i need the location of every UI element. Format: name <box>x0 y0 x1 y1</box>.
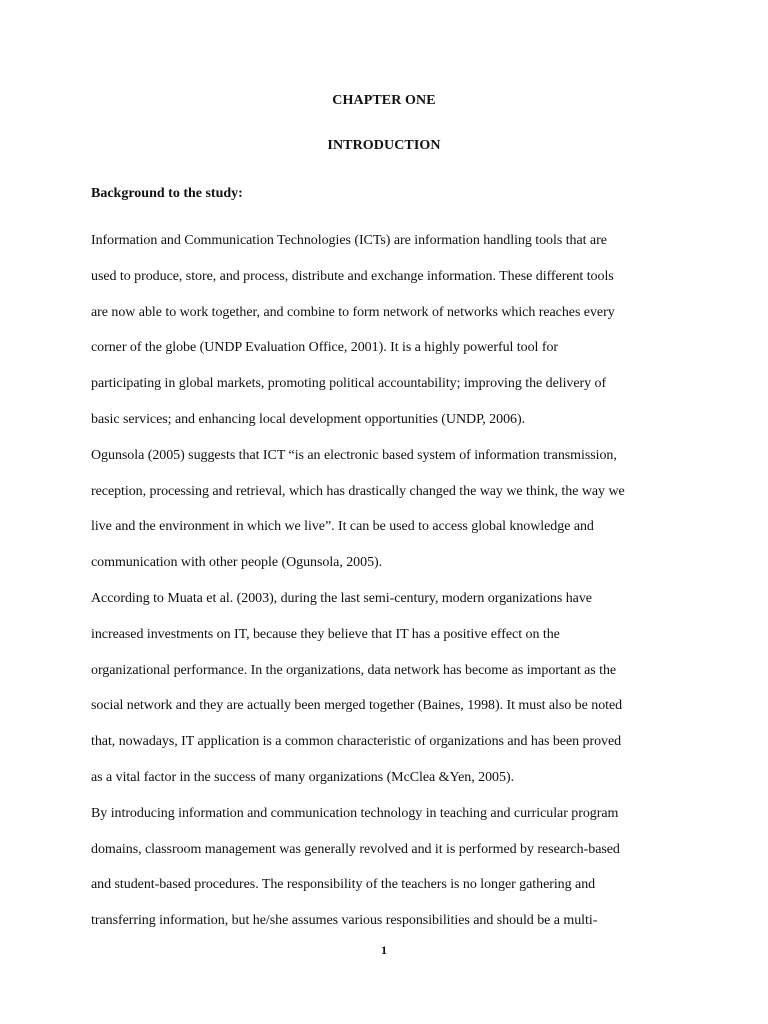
text-line: and student-based procedures. The responsibility of the teachers is no longer gathering and <box>91 877 596 893</box>
page-number: 1 <box>381 943 387 957</box>
body-text <box>91 223 671 939</box>
text-line: Ogunsola (2005) suggests that ICT “is an electronic based system of information transmission, <box>91 447 617 463</box>
text-line: communication with other people (Ogunsola, 2005). <box>91 555 383 571</box>
text-line: live and the environment in which we live”. It can be used to access global knowledge and <box>91 519 594 535</box>
chapter-title: CHAPTER ONE <box>332 93 436 108</box>
text-line: reception, processing and retrieval, which has drastically changed the way we think, the way we <box>91 483 625 499</box>
text-line: basic services; and enhancing local development opportunities (UNDP, 2006). <box>91 411 526 427</box>
section-title: INTRODUCTION <box>327 138 441 153</box>
text-line: Information and Communication Technologies (ICTs) are information handling tools that are <box>91 233 607 248</box>
text-line: that, nowadays, IT application is a common characteristic of organizations and has been proved <box>91 734 622 750</box>
text-line: According to Muata et al. (2003), during the last semi-century, modern organizations have <box>91 590 592 606</box>
text-line: corner of the globe (UNDP Evaluation Office, 2001). It is a highly powerful tool for <box>91 340 559 356</box>
text-line: domains, classroom management was generally revolved and it is performed by research-based <box>91 841 620 857</box>
text-line: social network and they are actually been merged together (Baines, 1998). It must also be noted <box>91 698 623 714</box>
text-line: transferring information, but he/she assumes various responsibilities and should be a multi- <box>91 913 598 929</box>
text-line: By introducing information and communication technology in teaching and curricular program <box>91 805 619 821</box>
text-line: increased investments on IT, because they believe that IT has a positive effect on the <box>91 626 560 642</box>
text-line: used to produce, store, and process, distribute and exchange information. These different tools <box>91 268 614 284</box>
text-line: participating in global markets, promoting political accountability; improving the delivery of <box>91 376 607 392</box>
text-line: as a vital factor in the success of many organizations (McClea &Yen, 2005). <box>91 769 515 785</box>
text-line: are now able to work together, and combine to form network of networks which reaches every <box>91 304 615 320</box>
subheading: Background to the study: <box>91 186 243 201</box>
text-line: organizational performance. In the organizations, data network has become as important as the <box>91 662 617 678</box>
